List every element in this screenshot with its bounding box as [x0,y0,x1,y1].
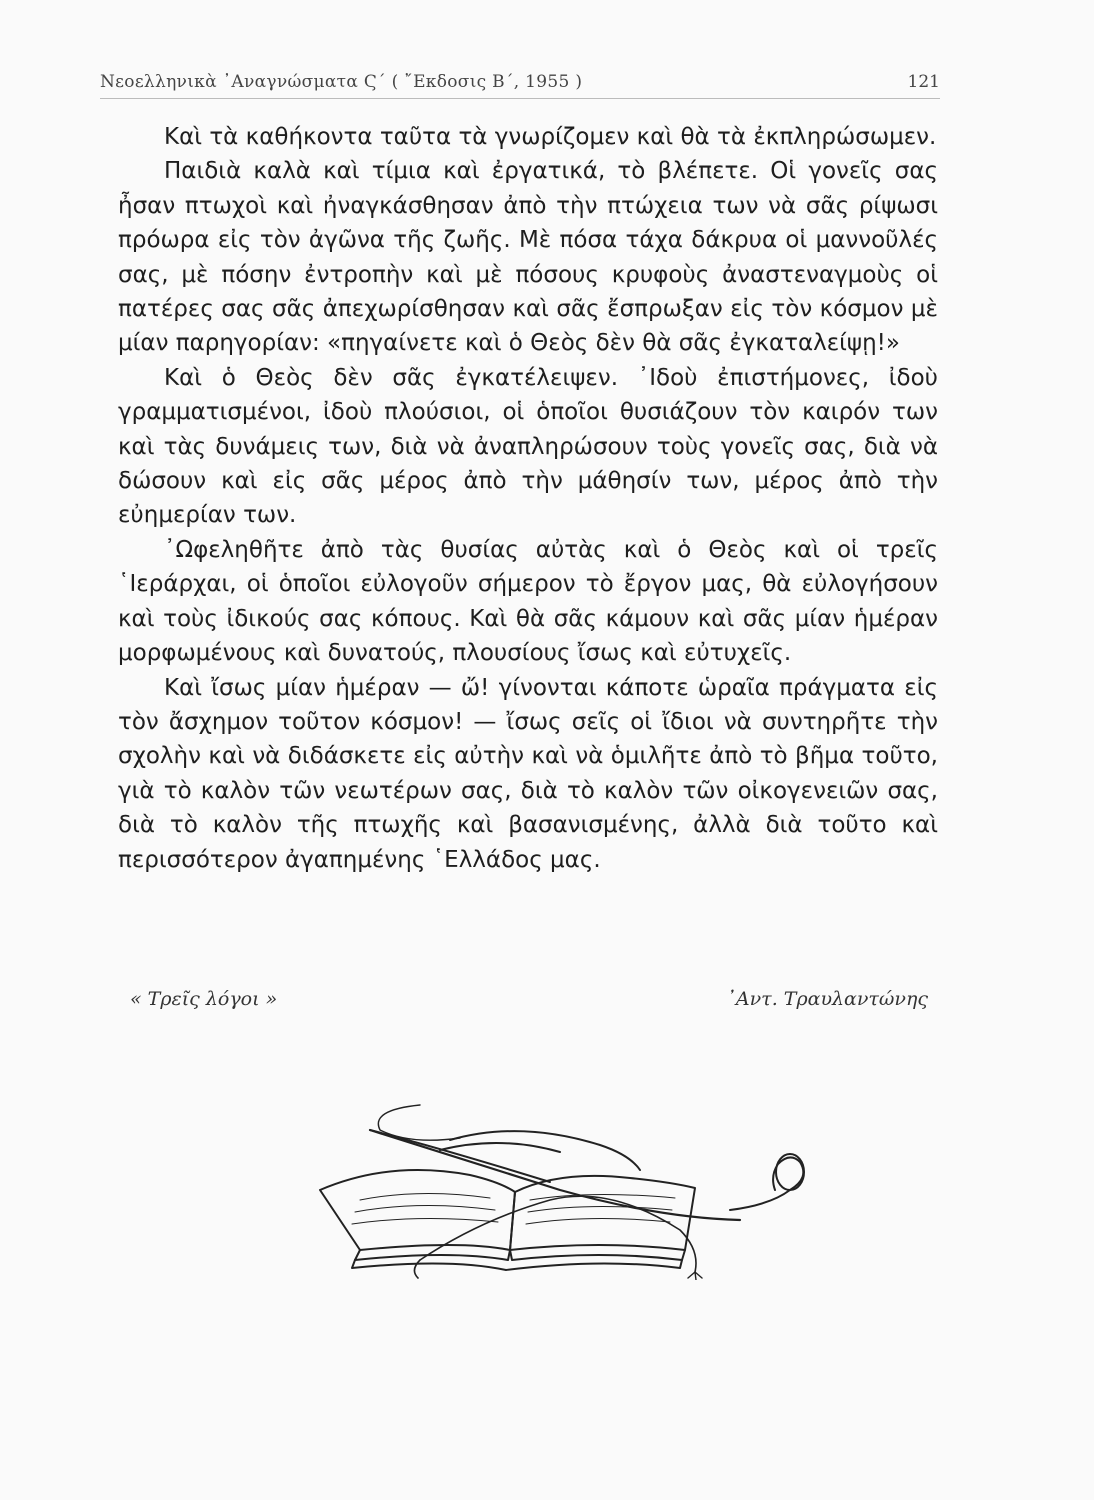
book-and-quill-illustration [300,1100,820,1280]
running-header [100,68,940,99]
main-text [118,120,938,877]
paragraph-5: Καὶ ἴσως μίαν ἡμέραν — ὤ! γίνονται κάποτε ὡραῖα πράγματα εἰς τὸν ἄσχημον τοῦτον κόσμον! — ἴσως σεῖς οἱ ἴδιοι νὰ συντηρῆτε τὴν σχολὴν καὶ νὰ διδάσκετε εἰς αὐτὴν καὶ νὰ ὁμιλῆτε ἀπὸ τὸ βῆμα τοῦτο, γιὰ τὸ καλὸν τῶν νεωτέρων σας, διὰ τὸ καλὸν τῶν οἰκογενειῶν σας, διὰ τὸ καλὸν τῆς πτωχῆς καὶ βασανισμένης, ἀλλὰ διὰ τοῦτο καὶ περισσότερον ἀγαπημένης ῾Ελλάδος μας. [118,674,938,873]
page-number: 121 [907,72,940,92]
attribution [130,988,938,1018]
paragraph-4: ᾿Ωφεληθῆτε ἀπὸ τὰς θυσίας αὐτὰς καὶ ὁ Θεὸς καὶ οἱ τρεῖς ῾Ιεράρχαι, οἱ ὁποῖοι εὐλογοῦν σήμερον τὸ ἔργον μας, θὰ εὐλογήσουν καὶ τοὺς ἰδικούς σας κόπους. Καὶ θὰ σᾶς κάμουν καὶ σᾶς μίαν ἡμέραν μορφωμένους καὶ δυνατούς, πλουσίους ἴσως καὶ εὐτυχεῖς. [118,536,938,667]
source-work: « Τρεῖς λόγοι » [130,988,278,1010]
book-left-page [320,1170,515,1250]
paragraph-1: Καὶ τὰ καθήκοντα ταῦτα τὰ γνωρίζομεν καὶ θὰ τὰ ἐκπληρώσωμεν. [164,124,937,150]
header-source: Νεοελληνικὰ ᾿Αναγνώσματα Ϛ΄ ( ῎Εκδοσις Β΄, 1955 ) [100,72,583,92]
author-name: ᾿Αντ. Τραυλαντώνης [726,988,928,1010]
cord [420,1196,696,1272]
paragraph-3: Καὶ ὁ Θεὸς δὲν σᾶς ἐγκατέλειψεν. ᾿Ιδοὺ ἐπιστήμονες, ἰδοὺ γραμματισμένοι, ἰδοὺ πλούσιοι, οἱ ὁποῖοι θυσιάζουν τὸν καιρόν των καὶ τὰς δυνάμεις των, διὰ νὰ ἀναπληρώσουν τοὺς γονεῖς σας, διὰ νὰ δώσουν καὶ εἰς σᾶς μέρος ἀπὸ τὴν μάθησίν των, μέρος ἀπὸ τὴν εὐημερίαν των. [118,364,938,529]
dagger-hilt [730,1157,803,1210]
dagger-blade [370,1130,740,1220]
paragraph-2: Παιδιὰ καλὰ καὶ τίμια καὶ ἐργατικά, τὸ βλέπετε. Οἱ γονεῖς σας ἦσαν πτωχοὶ καὶ ἠναγκάσθησαν ἀπὸ τὴν πτώχεια των νὰ σᾶς ρίψωσι πρόωρα εἰς τὸν ἀγῶνα τῆς ζωῆς. Μὲ πόσα τάχα δάκρυα οἱ μαννοῦλές σας, μὲ πόσην ἐντροπὴν καὶ μὲ πόσους κρυφοὺς ἀναστεναγμοὺς οἱ πατέρες σας σᾶς ἀπεχωρίσθησαν καὶ σᾶς ἔσπρωξαν εἰς τὸν κόσμον μὲ μίαν παρηγορίαν: «πηγαίνετε καὶ ὁ Θεὸς δὲν θὰ σᾶς ἐγκαταλείψῃ!» [118,158,938,357]
